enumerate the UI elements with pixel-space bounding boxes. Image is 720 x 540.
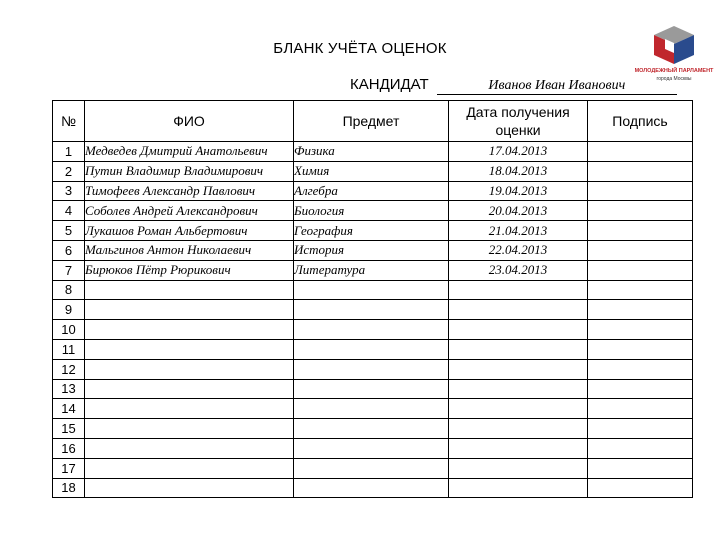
header-fio: ФИО [85, 101, 294, 142]
table-row [53, 478, 693, 498]
signature-cell[interactable] [588, 379, 693, 399]
date-cell[interactable]: 22.04.2013 [449, 240, 588, 260]
signature-cell[interactable] [588, 458, 693, 478]
subject-cell[interactable] [294, 419, 449, 439]
date-cell[interactable]: 17.04.2013 [449, 142, 588, 162]
table-row [53, 300, 693, 320]
subject-cell[interactable] [294, 359, 449, 379]
date-cell[interactable] [449, 399, 588, 419]
row-number: 10 [53, 320, 85, 340]
table-header-row [53, 101, 693, 142]
fio-cell[interactable]: Тимофеев Александр Павлович [85, 181, 294, 201]
fio-cell[interactable] [85, 379, 294, 399]
organization-logo [628, 24, 720, 94]
date-cell[interactable] [449, 280, 588, 300]
date-cell[interactable] [449, 339, 588, 359]
signature-cell[interactable] [588, 438, 693, 458]
fio-cell[interactable] [85, 320, 294, 340]
fio-cell[interactable]: Соболев Андрей Александрович [85, 201, 294, 221]
fio-cell[interactable]: Бирюков Пётр Рюрикович [85, 260, 294, 280]
signature-cell[interactable] [588, 300, 693, 320]
date-cell[interactable] [449, 379, 588, 399]
subject-cell[interactable] [294, 379, 449, 399]
row-number: 5 [53, 221, 85, 241]
fio-cell[interactable] [85, 399, 294, 419]
subject-cell[interactable] [294, 339, 449, 359]
row-number: 9 [53, 300, 85, 320]
fio-cell[interactable] [85, 359, 294, 379]
signature-cell[interactable] [588, 161, 693, 181]
row-number: 8 [53, 280, 85, 300]
subject-cell[interactable]: Биология [294, 201, 449, 221]
signature-cell[interactable] [588, 280, 693, 300]
subject-cell[interactable]: География [294, 221, 449, 241]
row-number: 11 [53, 339, 85, 359]
table-row [53, 399, 693, 419]
subject-cell[interactable]: История [294, 240, 449, 260]
table-row [53, 438, 693, 458]
fio-cell[interactable]: Медведев Дмитрий Анатольевич [85, 142, 294, 162]
row-number: 13 [53, 379, 85, 399]
table-body [53, 142, 693, 498]
date-cell[interactable] [449, 419, 588, 439]
table-row [53, 221, 693, 241]
row-number: 14 [53, 399, 85, 419]
row-number: 17 [53, 458, 85, 478]
signature-cell[interactable] [588, 339, 693, 359]
date-cell[interactable] [449, 320, 588, 340]
date-cell[interactable] [449, 300, 588, 320]
cube-logo-icon [650, 24, 698, 66]
signature-cell[interactable] [588, 399, 693, 419]
table-row [53, 142, 693, 162]
signature-cell[interactable] [588, 320, 693, 340]
date-cell[interactable]: 18.04.2013 [449, 161, 588, 181]
date-cell[interactable] [449, 458, 588, 478]
row-number: 12 [53, 359, 85, 379]
date-cell[interactable] [449, 478, 588, 498]
fio-cell[interactable] [85, 419, 294, 439]
table-row [53, 419, 693, 439]
signature-cell[interactable] [588, 181, 693, 201]
row-number: 4 [53, 201, 85, 221]
subject-cell[interactable] [294, 438, 449, 458]
grades-table [52, 100, 693, 498]
table-row [53, 359, 693, 379]
subject-cell[interactable]: Химия [294, 161, 449, 181]
row-number: 7 [53, 260, 85, 280]
subject-cell[interactable]: Алгебра [294, 181, 449, 201]
row-number: 6 [53, 240, 85, 260]
header-num: № [53, 101, 85, 142]
table-row [53, 280, 693, 300]
table-row [53, 320, 693, 340]
logo-title: МОЛОДЕЖНЫЙ ПАРЛАМЕНТ [634, 68, 714, 74]
date-cell[interactable]: 19.04.2013 [449, 181, 588, 201]
fio-cell[interactable] [85, 438, 294, 458]
header-date: Дата получения оценки [449, 101, 588, 142]
signature-cell[interactable] [588, 260, 693, 280]
signature-cell[interactable] [588, 142, 693, 162]
table-row [53, 260, 693, 280]
fio-cell[interactable] [85, 339, 294, 359]
subject-cell[interactable]: Физика [294, 142, 449, 162]
row-number: 2 [53, 161, 85, 181]
date-cell[interactable]: 20.04.2013 [449, 201, 588, 221]
signature-cell[interactable] [588, 240, 693, 260]
fio-cell[interactable]: Мальгинов Антон Николаевич [85, 240, 294, 260]
table-row [53, 161, 693, 181]
subject-cell[interactable] [294, 478, 449, 498]
row-number: 16 [53, 438, 85, 458]
table-row [53, 339, 693, 359]
fio-cell[interactable] [85, 458, 294, 478]
table-row [53, 458, 693, 478]
subject-cell[interactable] [294, 300, 449, 320]
date-cell[interactable]: 21.04.2013 [449, 221, 588, 241]
fio-cell[interactable] [85, 478, 294, 498]
date-cell[interactable] [449, 438, 588, 458]
subject-cell[interactable] [294, 320, 449, 340]
form-title: БЛАНК УЧЁТА ОЦЕНОК [273, 40, 447, 57]
fio-cell[interactable]: Путин Владимир Владимирович [85, 161, 294, 181]
subject-cell[interactable] [294, 458, 449, 478]
subject-cell[interactable] [294, 280, 449, 300]
table-row [53, 181, 693, 201]
date-cell[interactable] [449, 359, 588, 379]
signature-cell[interactable] [588, 478, 693, 498]
subject-cell[interactable] [294, 399, 449, 419]
fio-cell[interactable] [85, 300, 294, 320]
signature-cell[interactable] [588, 359, 693, 379]
row-number: 15 [53, 419, 85, 439]
header-subject: Предмет [294, 101, 449, 142]
table-row [53, 201, 693, 221]
table-row [53, 240, 693, 260]
row-number: 1 [53, 142, 85, 162]
candidate-name-field[interactable]: Иванов Иван Иванович [437, 78, 677, 95]
row-number: 3 [53, 181, 85, 201]
candidate-label: КАНДИДАТ [350, 76, 429, 93]
fio-cell[interactable]: Лукашов Роман Альбертович [85, 221, 294, 241]
date-cell[interactable]: 23.04.2013 [449, 260, 588, 280]
signature-cell[interactable] [588, 201, 693, 221]
signature-cell[interactable] [588, 419, 693, 439]
table-row [53, 379, 693, 399]
header-signature: Подпись [588, 101, 693, 142]
signature-cell[interactable] [588, 221, 693, 241]
fio-cell[interactable] [85, 280, 294, 300]
subject-cell[interactable]: Литература [294, 260, 449, 280]
row-number: 18 [53, 478, 85, 498]
logo-subtitle: города Москвы [656, 76, 692, 82]
